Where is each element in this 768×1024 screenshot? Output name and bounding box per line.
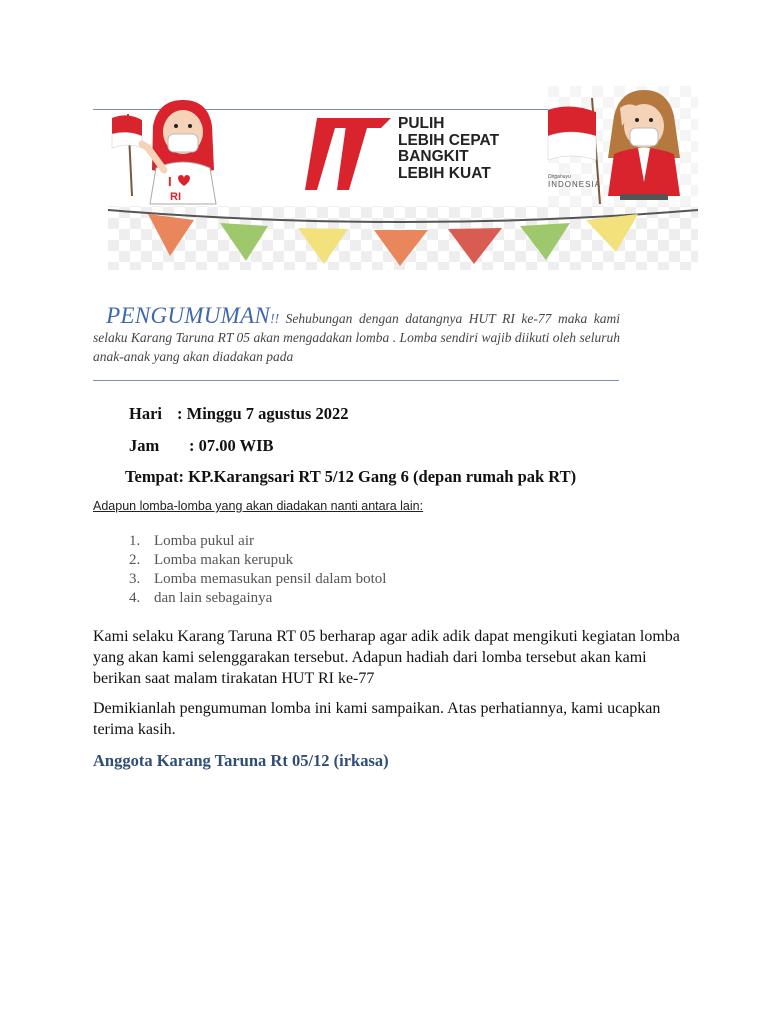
info-tempat — [125, 467, 576, 487]
list-item — [129, 551, 386, 570]
list-number: 2. — [129, 552, 141, 568]
tempat-label: Tempat: — [125, 467, 184, 486]
svg-text:I: I — [168, 174, 172, 189]
slogan-line: LEBIH CEPAT — [398, 131, 500, 149]
hari-value: : Minggu 7 agustus 2022 — [177, 404, 349, 423]
indonesia-text: INDONESIA — [548, 180, 602, 189]
jam-value: : 07.00 WIB — [189, 436, 274, 455]
hari-label: Hari — [129, 404, 162, 423]
slogan-line: PULIH — [398, 115, 445, 132]
slogan — [398, 116, 558, 182]
indonesia-label — [548, 174, 601, 189]
list-text: Lomba memasukan pensil dalam botol — [154, 571, 387, 587]
list-item — [129, 532, 386, 551]
signature: Anggota Karang Taruna Rt 05/12 (irkasa) — [93, 751, 389, 770]
slogan-line: LEBIH KUAT — [398, 164, 491, 182]
info-jam — [129, 436, 274, 456]
logo-77-icon — [305, 118, 391, 190]
body-paragraph-2: Demikianlah pengumuman lomba ini kami sampaikan. Atas perhatiannya, kami ucapkan terima kasih. — [93, 700, 661, 738]
left-girl-illustration — [112, 100, 216, 204]
body-paragraph-1: Kami selaku Karang Taruna RT 05 berharap agar adik adik dapat mengikuti kegiatan lomba yang akan kami selenggarakan tersebut. Adapun hadiah dari lomba tersebut akan kami berikan saat malam tirakatan HUT RI ke-77 — [93, 628, 680, 687]
list-number: 4. — [129, 590, 141, 606]
tempat-value: KP.Karangsari RT 5/12 Gang 6 (depan rumah pak RT) — [183, 467, 577, 486]
shirt-badge-text: RI — [170, 191, 181, 203]
list-text: Lomba makan kerupuk — [154, 552, 294, 568]
intro-text: Sehubungan dengan datangnya HUT RI ke-77 maka kami selaku Karang Taruna RT 05 akan mengadakan lomba . Lomba sendiri wajib diikuti oleh seluruh anak-anak yang akan diadakan pada — [93, 311, 621, 364]
middle-rule — [93, 380, 619, 381]
announcement-heading: PENGUMUMAN — [106, 303, 271, 328]
dirgahayu-text: Dirgahayu — [548, 174, 571, 180]
list-text: dan lain sebagainya — [154, 590, 273, 606]
lomba-list-lead: Adapun lomba-lomba yang akan diadakan nanti antara lain: — [93, 499, 424, 513]
banner-image — [108, 86, 698, 270]
info-hari — [129, 404, 348, 424]
list-item — [129, 570, 386, 589]
jam-label: Jam — [129, 436, 160, 455]
intro-paragraph — [93, 303, 621, 366]
list-number: 3. — [129, 571, 141, 587]
list-item — [129, 589, 386, 608]
list-text: Lomba pukul air — [154, 533, 254, 549]
heading-exclaim: !! — [270, 311, 280, 326]
slogan-line: BANGKIT — [398, 148, 469, 165]
lomba-list — [129, 532, 386, 608]
list-number: 1. — [129, 533, 141, 549]
